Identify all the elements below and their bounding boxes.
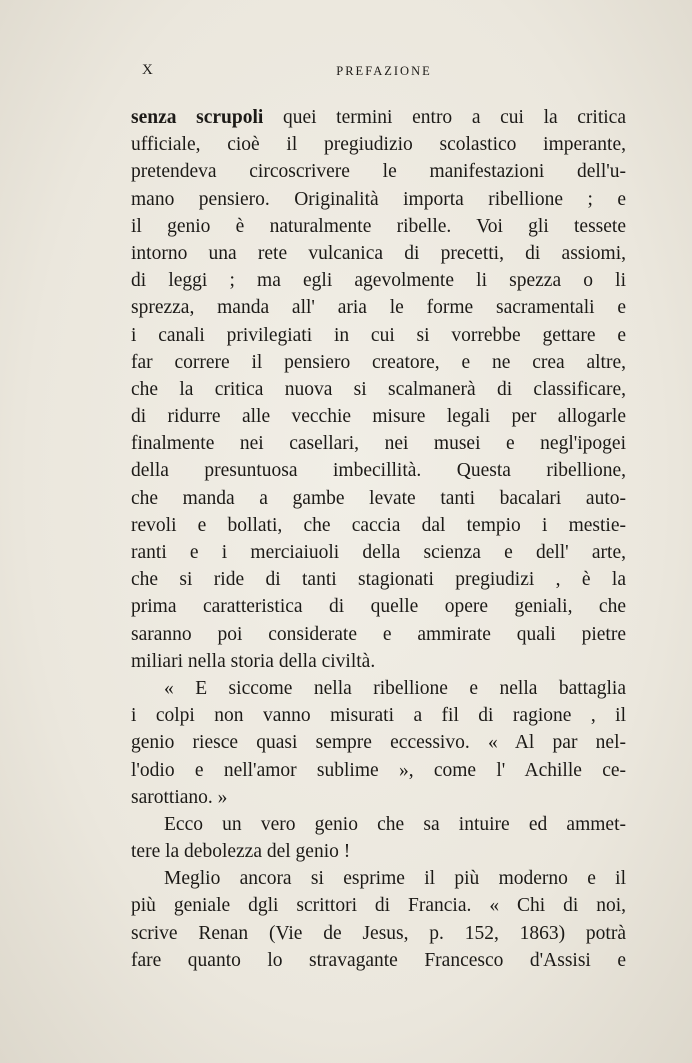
text-line: pretendeva circoscrivere le manifestazioni dell'u- [131, 161, 626, 183]
page-header [142, 62, 626, 86]
text-line: che manda a gambe levate tanti bacalari auto- [131, 487, 626, 509]
text-line: senza scrupoli quei termini entro a cui la critica [131, 107, 626, 128]
text-line: della presuntuosa imbecillità. Questa ribellione, [131, 460, 626, 482]
text-line: tere la debolezza del genio ! [131, 841, 351, 863]
text-line: « E siccome nella ribellione e nella battaglia [164, 677, 626, 699]
text-line: revoli e bollati, che caccia dal tempio i mestie- [131, 514, 626, 536]
page-number: X [142, 62, 154, 78]
text-line: mano pensiero. Originalità importa ribellione ; e [131, 188, 626, 210]
body-text [131, 104, 626, 974]
text-line: Meglio ancora si esprime il più moderno e il [164, 868, 626, 890]
text-line: miliari nella storia della civiltà. [131, 650, 376, 672]
text-line: sprezza, manda all' aria le forme sacramentali e [131, 297, 626, 319]
bold-lead-words: senza scrupoli [131, 107, 264, 128]
text-line: far correre il pensiero creatore, e ne crea altre, [131, 351, 626, 373]
text-line: il genio è naturalmente ribelle. Voi gli tessete [131, 215, 626, 237]
text-line: di ridurre alle vecchie misure legali per allogarle [131, 406, 626, 428]
text-line: l'odio e nell'amor sublime », come l' Achille ce- [131, 759, 626, 781]
text-line: i canali privilegiati in cui si vorrebbe gettare e [131, 324, 626, 346]
text-line: scrive Renan (Vie de Jesus, p. 152, 1863) potrà [131, 922, 626, 944]
text-line: che si ride di tanti stagionati pregiudizi , è la [131, 569, 626, 591]
text-line: i colpi non vanno misurati a fil di ragione , il [131, 705, 626, 727]
text-line: Ecco un vero genio che sa intuire ed ammet- [164, 813, 626, 835]
text-line: finalmente nei casellari, nei musei e negl'ipogei [131, 433, 626, 455]
running-title: PREFAZIONE [336, 64, 432, 78]
text-line: fare quanto lo stravagante Francesco d'Assisi e [131, 949, 626, 971]
text-line: di leggi ; ma egli agevolmente li spezza o li [131, 270, 626, 292]
text-line: sarottiano. » [131, 786, 228, 808]
text-line: genio riesce quasi sempre eccessivo. « Al par nel- [131, 732, 626, 754]
text-line: più geniale dgli scrittori di Francia. « Chi di noi, [131, 895, 626, 917]
text-line: ranti e i merciaiuoli della scienza e dell' arte, [131, 542, 626, 563]
text-line: intorno una rete vulcanica di precetti, di assiomi, [131, 242, 626, 264]
text-line: prima caratteristica di quelle opere geniali, che [131, 596, 626, 618]
text-line: saranno poi considerate e ammirate quali pietre [131, 623, 626, 645]
text-line: ufficiale, cioè il pregiudizio scolastico imperante, [131, 134, 626, 156]
text-line: che la critica nuova si scalmanerà di classificare, [131, 378, 626, 400]
